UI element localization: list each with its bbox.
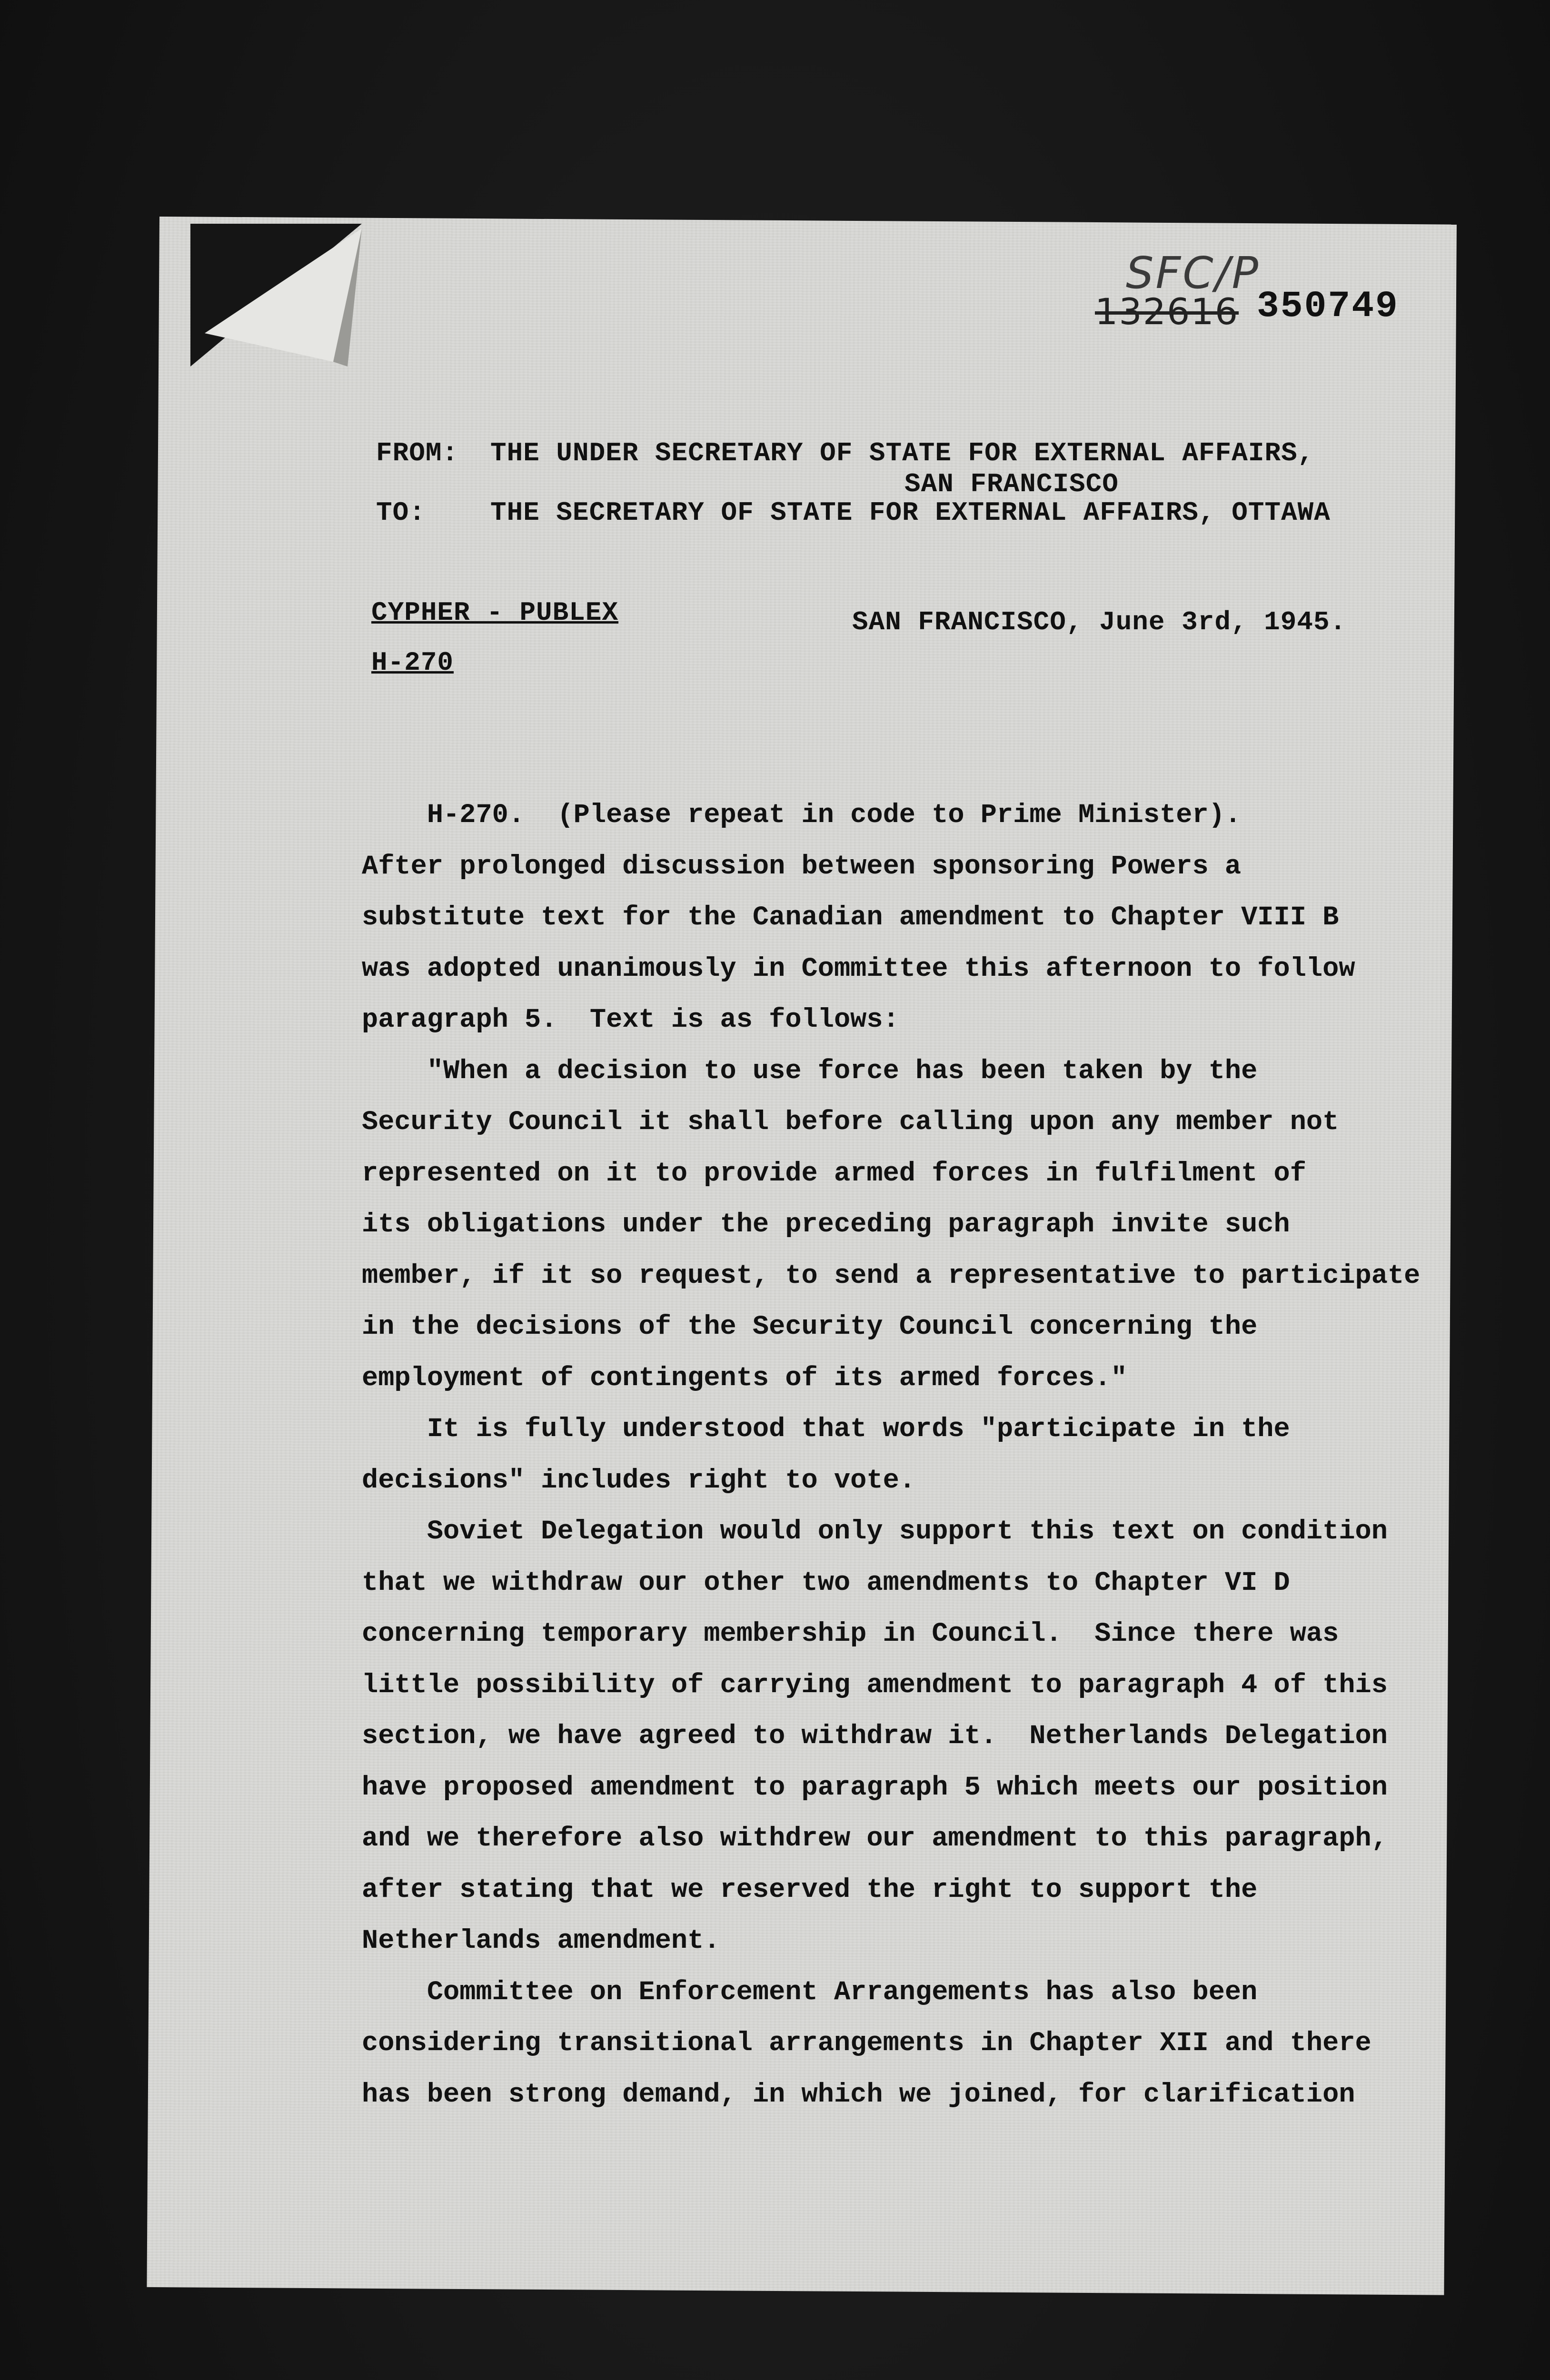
body-line: considering transitional arrangements in Chapter XII and there <box>362 2028 1371 2059</box>
body-line: decisions" includes right to vote. <box>362 1465 915 1496</box>
body-line: after stating that we reserved the right to support the <box>362 1874 1258 1905</box>
body-line: It is fully understood that words "participate in the <box>362 1414 1290 1445</box>
message-body <box>362 790 1428 2121</box>
body-line: has been strong demand, in which we joined, for clarification <box>362 2079 1355 2110</box>
body-line: represented on it to provide armed forces in fulfilment of <box>362 1158 1306 1189</box>
body-line: Security Council it shall before calling upon any member not <box>362 1107 1339 1138</box>
body-line: Netherlands amendment. <box>362 1926 720 1956</box>
body-line: have proposed amendment to paragraph 5 which meets our position <box>362 1772 1388 1803</box>
folded-corner <box>190 224 362 367</box>
body-line: Committee on Enforcement Arrangements has also been <box>362 1977 1258 2008</box>
body-line: member, if it so request, to send a representative to participate <box>362 1260 1421 1291</box>
message-number: H-270 <box>371 647 454 678</box>
body-line: Soviet Delegation would only support this text on condition <box>362 1517 1388 1547</box>
body-line: little possibility of carrying amendment to paragraph 4 of this <box>362 1670 1388 1701</box>
from-label: FROM: <box>376 438 459 468</box>
body-line: in the decisions of the Security Council concerning the <box>362 1312 1258 1342</box>
to-label: TO: <box>376 497 426 528</box>
body-line: was adopted unanimously in Committee this afternoon to follow <box>362 953 1355 984</box>
body-line: H-270. (Please repeat in code to Prime Minister). <box>362 800 1242 831</box>
body-line: and we therefore also withdrew our amendment to this paragraph, <box>362 1824 1388 1854</box>
cypher-line: CYPHER - PUBLEX <box>371 597 619 628</box>
body-line: employment of contingents of its armed forces." <box>362 1363 1127 1394</box>
body-line: After prolonged discussion between sponsoring Powers a <box>362 851 1242 882</box>
from-location: SAN FRANCISCO <box>904 469 1119 499</box>
body-line: paragraph 5. Text is as follows: <box>362 1005 899 1035</box>
body-line: its obligations under the preceding paragraph invite such <box>362 1210 1290 1240</box>
place-date: SAN FRANCISCO, June 3rd, 1945. <box>852 607 1347 637</box>
body-line: "When a decision to use force has been taken by the <box>362 1056 1258 1087</box>
handwritten-reference: SFC/P <box>1126 248 1261 298</box>
body-line: substitute text for the Canadian amendment to Chapter VIII B <box>362 902 1339 933</box>
from-value: THE UNDER SECRETARY OF STATE FOR EXTERNAL AFFAIRS, <box>490 438 1314 468</box>
struck-reference-number: 132616 <box>1095 290 1239 333</box>
body-line: section, we have agreed to withdraw it. Netherlands Delegation <box>362 1721 1388 1752</box>
stamped-reference-number: 350749 <box>1257 286 1399 327</box>
body-line: that we withdraw our other two amendments to Chapter VI D <box>362 1567 1290 1598</box>
to-value: THE SECRETARY OF STATE FOR EXTERNAL AFFAIRS, OTTAWA <box>490 497 1331 528</box>
body-line: concerning temporary membership in Council. Since there was <box>362 1619 1339 1649</box>
